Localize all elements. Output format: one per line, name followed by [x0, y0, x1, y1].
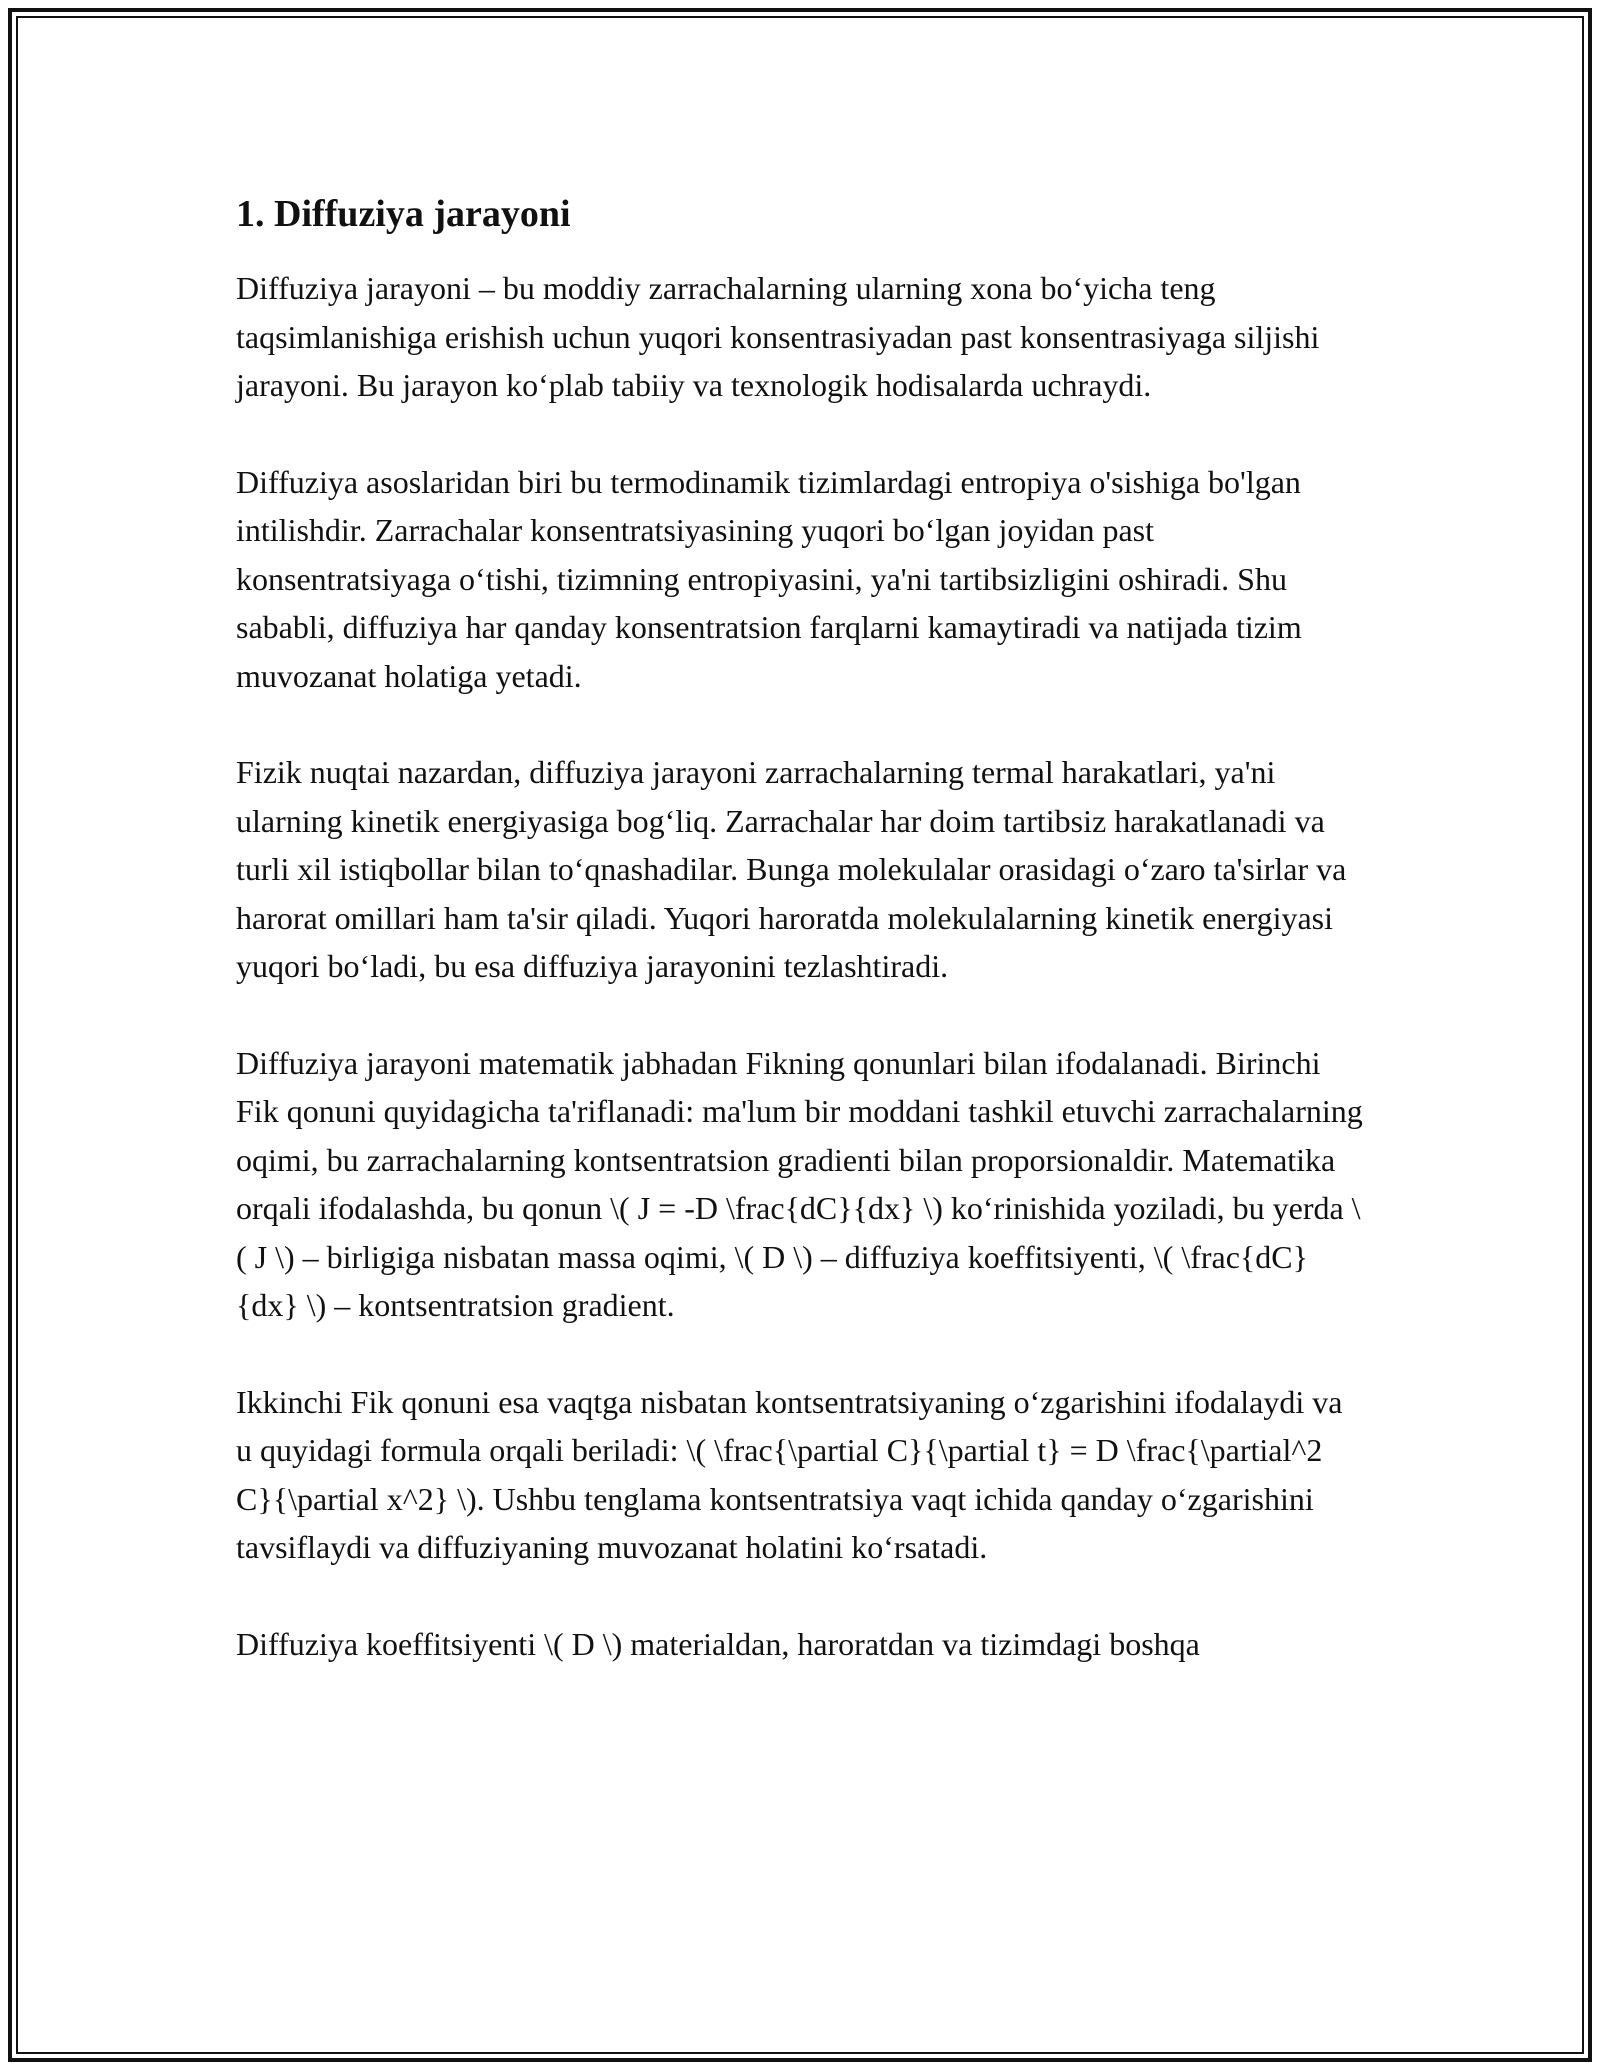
- paragraph-second-fick-law: Ikkinchi Fik qonuni esa vaqtga nisbatan kontsentratsiyaning o‘zgarishini ifodalaydi va u quyidagi formula orqali beriladi: \( \frac{\partial C}{\partial t} = D \frac{\partial^2 C}{\partial x^2} \). Ushbu tenglama kontsentratsiya vaqt ichida qanday o‘zgarishini tavsiflaydi va diffuziyaning muvozanat holatini ko‘rsatadi.: [236, 1383, 1343, 1565]
- paragraph-diffusion-definition: Diffuziya jarayoni – bu moddiy zarrachalarning ularning xona bo‘yicha teng taqsimlanishiga erishish uchun yuqori konsentrasiyadan past konsentrasiyaga siljishi jarayoni. Bu jarayon ko‘plab tabiiy va texnologik hodisalarda uchraydi.: [236, 270, 1320, 403]
- paragraph-thermal-motion: Fizik nuqtai nazardan, diffuziya jarayoni zarrachalarning termal harakatlari, ya'ni ularning kinetik energiyasiga bog‘liq. Zarrachalar har doim tartibsiz harakatlanadi va turli xil istiqbollar bilan to‘qnashadilar. Bunga molekulalar orasidagi o‘zaro ta'sirlar va harorat omillari ham ta'sir qiladi. Yuqori haroratda molekulalarning kinetik energiyasi yuqori bo‘ladi, bu esa diffuziya jarayonini tezlashtiradi.: [236, 754, 1347, 984]
- document-body: [236, 186, 1366, 1716]
- paragraph-diffusion-coefficient: Diffuziya koeffitsiyenti \( D \) materialdan, haroratdan va tizimdagi boshqa: [236, 1625, 1200, 1662]
- paragraph-entropy: Diffuziya asoslaridan biri bu termodinamik tizimlardagi entropiya o'sishiga bo'lgan intilishdir. Zarrachalar konsentratsiyasining yuqori bo‘lgan joyidan past konsentratsiyaga o‘tishi, tizimning entropiyasini, ya'ni tartibsizligini oshiradi. Shu sababli, diffuziya har qanday konsentratsion farqlarni kamaytiradi va natijada tizim muvozanat holatiga yetadi.: [236, 463, 1302, 694]
- paragraph-first-fick-law: Diffuziya jarayoni matematik jabhadan Fikning qonunlari bilan ifodalanadi. Birinchi Fik qonuni quyidagicha ta'riflanadi: ma'lum bir moddani tashkil etuvchi zarrachalarning oqimi, bu zarrachalarning kontsentratsion gradienti bilan proporsionaldir. Matematika orqali ifodalashda, bu qonun \( J = -D \frac{dC}{dx} \) ko‘rinishida yoziladi, bu yerda \( J \) – birligiga nisbatan massa oqimi, \( D \) – diffuziya koeffitsiyenti, \( \frac{dC}{dx} \) – kontsentratsion gradient.: [236, 1044, 1363, 1323]
- section-heading: 1. Diffuziya jarayoni: [236, 193, 571, 235]
